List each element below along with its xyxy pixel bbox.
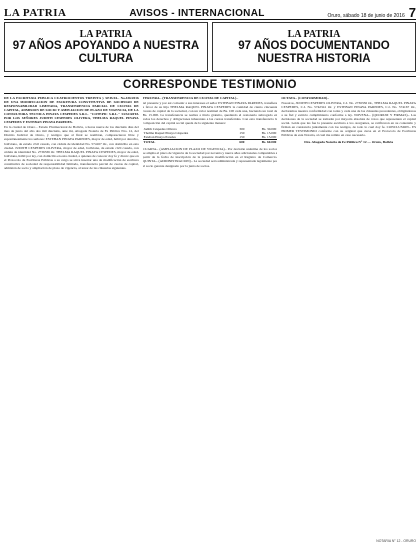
column-3 — [281, 96, 416, 542]
partner-amount: Bs. 15.000 — [261, 131, 277, 136]
partner-quotas: 150 — [239, 135, 245, 140]
partner-quotas: 300 — [239, 127, 245, 132]
column-body: En la ciudad de Oruro - Estado Plurinacional de Bolivia, a horas nueve de los dieciséis días del mes de junio del año dos mil dieciséis, ante mí, Abogada Notaria de Fe Pública Nro. 12, del Distrito Judicial de Oruro, y testigos que al final se nombran, comparecieron libre y espontáneamente los señores: ESTEBAN PINAYA PAREDES, mayor de edad, hábil por derecho, boliviano, de estado civil casado, con cédula de identidad No. 574167 Or., con domicilio en esta ciudad. JUDITH CESPEDES OLIVERA, mayor de edad, boliviana, de estado civil casada, con cédula de identidad No. 2736336 Or. THELMA RAQUEL PINAYA CESPEDES, mayor de edad, boliviana, hábil por ley, con domicilio en esta ciudad, a quienes de conocer doy fe y dicen: que en el Protocolo de Escrituras Públicas a su cargo se sirva insertar una de modificación de escritura constitutiva de sociedad de responsabilidad limitada, transferencia parcial de cuotas de capital, admisión de socio y ampliación de plazo de vigencia, al tenor de las cláusulas siguientes. — [4, 125, 139, 170]
column-body: Al presente y por así convenir a sus intereses el señor ESTEBAN PINAYA PAREDES, transfiere a favor de su hija THELMA RAQUEL PINAYA CESPEDES la cantidad de ciento cincuenta cuotas de capital de la sociedad, con un valor nominal de Bs. 100 cada una, haciendo un total de Bs. 15.000. La transferencia se realiza a título gratuito, quedando el cesionario subrogado en todos los derechos y obligaciones inherentes a las cuotas transferidas. Con esta transferencia la composición del capital social queda de la siguiente manera: — [142, 101, 278, 126]
banner-tagline: 97 AÑOS APOYANDO A NUESTRA CULTURA — [12, 39, 200, 65]
banner-brand: LA PATRIA — [287, 28, 341, 40]
page-number: 7 — [408, 5, 416, 20]
column-lead: TERCERA.- (TRANSFERENCIA DE CUOTAS DE CAPITAL).- — [142, 96, 239, 100]
footer-note: NOTARIA N° 12 - ORURO — [376, 539, 416, 543]
partner-name: Thelma Raquel Pinaya Céspedes — [143, 131, 189, 136]
share-distribution-table — [143, 127, 278, 144]
banner-brand: LA PATRIA — [79, 28, 133, 40]
column-lead: DE LA ESCRITURA PUBLICA CUATROCIENTOS TREINTA y SEIS/16.- No.436/2016 DE UNA MODIFICACION DE ESCRITURA CONSTITUTIVA DE SOCIEDAD DE RESPONSABILIDAD LIMITADA, TRANSFERENCIA PARCIAL DE CUOTAS DE CAPITAL, ADMISION DE SOCIO Y AMPLIACION DE PLAZO DE VIGENCIA, DE LA CONSULTORA TECNICA PINAYA CESPEDES S.R.L. "COTEPIC S.R.L." SUSCRITA POR LOS SEÑORES JUDITH CESPEDES OLIVERA, THELMA RAQUEL PINAYA CESPEDES Y ESTEBAN PINAYA PAREDES. — [4, 96, 139, 125]
column-body-continued: CUARTA.- (AMPLIACION DE PLAZO DE VIGENCIA).- Por decisión unánime de los socios se amplía el plazo de vigencia de la sociedad por noventa y nueve años adicionales computables a partir de la fecha de inscripción de la presente modificación en el Registro de Comercio. QUINTA.- (ADMINISTRACION).- La sociedad será administrada y representada legalmente por el socio gerente designado por la junta de socios. — [142, 147, 278, 168]
column-2 — [143, 96, 278, 542]
column-1 — [4, 96, 139, 542]
section-title: AVISOS - INTERNACIONAL — [129, 8, 265, 19]
masthead-brand: LA PATRIA — [4, 7, 67, 19]
total-label: TOTAL — [143, 140, 232, 145]
partner-amount: Bs. 15.000 — [261, 135, 277, 140]
table-total-row — [143, 140, 278, 145]
total-quotas: 600 — [232, 140, 246, 145]
promo-banner-culture — [4, 22, 208, 72]
promo-banner-history — [212, 22, 416, 72]
dateline — [327, 7, 416, 19]
total-amount: Bs. 60.000 — [245, 140, 277, 145]
partner-amount: Bs. 30.000 — [261, 127, 277, 132]
banner-tagline: 97 AÑOS DOCUMENTANDO NUESTRA HISTORIA — [238, 39, 390, 65]
notary-signature: Dra. Abogada Notaria de Fe Pública N° 12 — Oruro, Bolivia — [304, 140, 394, 145]
partner-quotas: 150 — [239, 131, 245, 136]
column-lead: OCTAVA.- (CONFORMIDAD).- — [281, 96, 330, 100]
promo-banners — [4, 22, 416, 72]
column-body: Nosotros, JUDITH CESPEDES OLIVERA, C.I. No. 2736336 Or., THELMA RAQUEL PINAYA CESPEDES, C.I. No. 5742341 Or. y ESTEBAN PINAYA PAREDES, C.I. No. 574167 Or., declaramos nuestra conformidad con todas y cada una de las cláusulas precedentes, obligándonos a su fiel y estricto cumplimiento conforme a ley. NOVENA.- (QUORUM Y FIRMAS).- Las decisiones de la sociedad se tomarán por mayoría absoluta de votos que representen el capital social. Leída que les fue la presente escritura a los otorgantes, se ratificaron en su contenido y firman en constancia juntamente con los testigos, de todo lo cual doy fe. CONCLUSION.- ES PRIMER TESTIMONIO conforme con su original que cursa en el Protocolo de Escrituras Públicas de esta Notaría, al cual me remito en caso necesario. — [281, 101, 417, 138]
masthead — [4, 3, 416, 20]
notice-headline: CORRESPONDE TESTIMONIO — [4, 76, 416, 94]
partner-name: Judith Céspedes Olivera — [143, 127, 177, 132]
notice-columns — [4, 96, 416, 542]
issue-date: Oruro, sábado 18 de junio de 2016 — [327, 13, 405, 19]
partner-name: Esteban Pinaya Paredes — [143, 135, 176, 140]
